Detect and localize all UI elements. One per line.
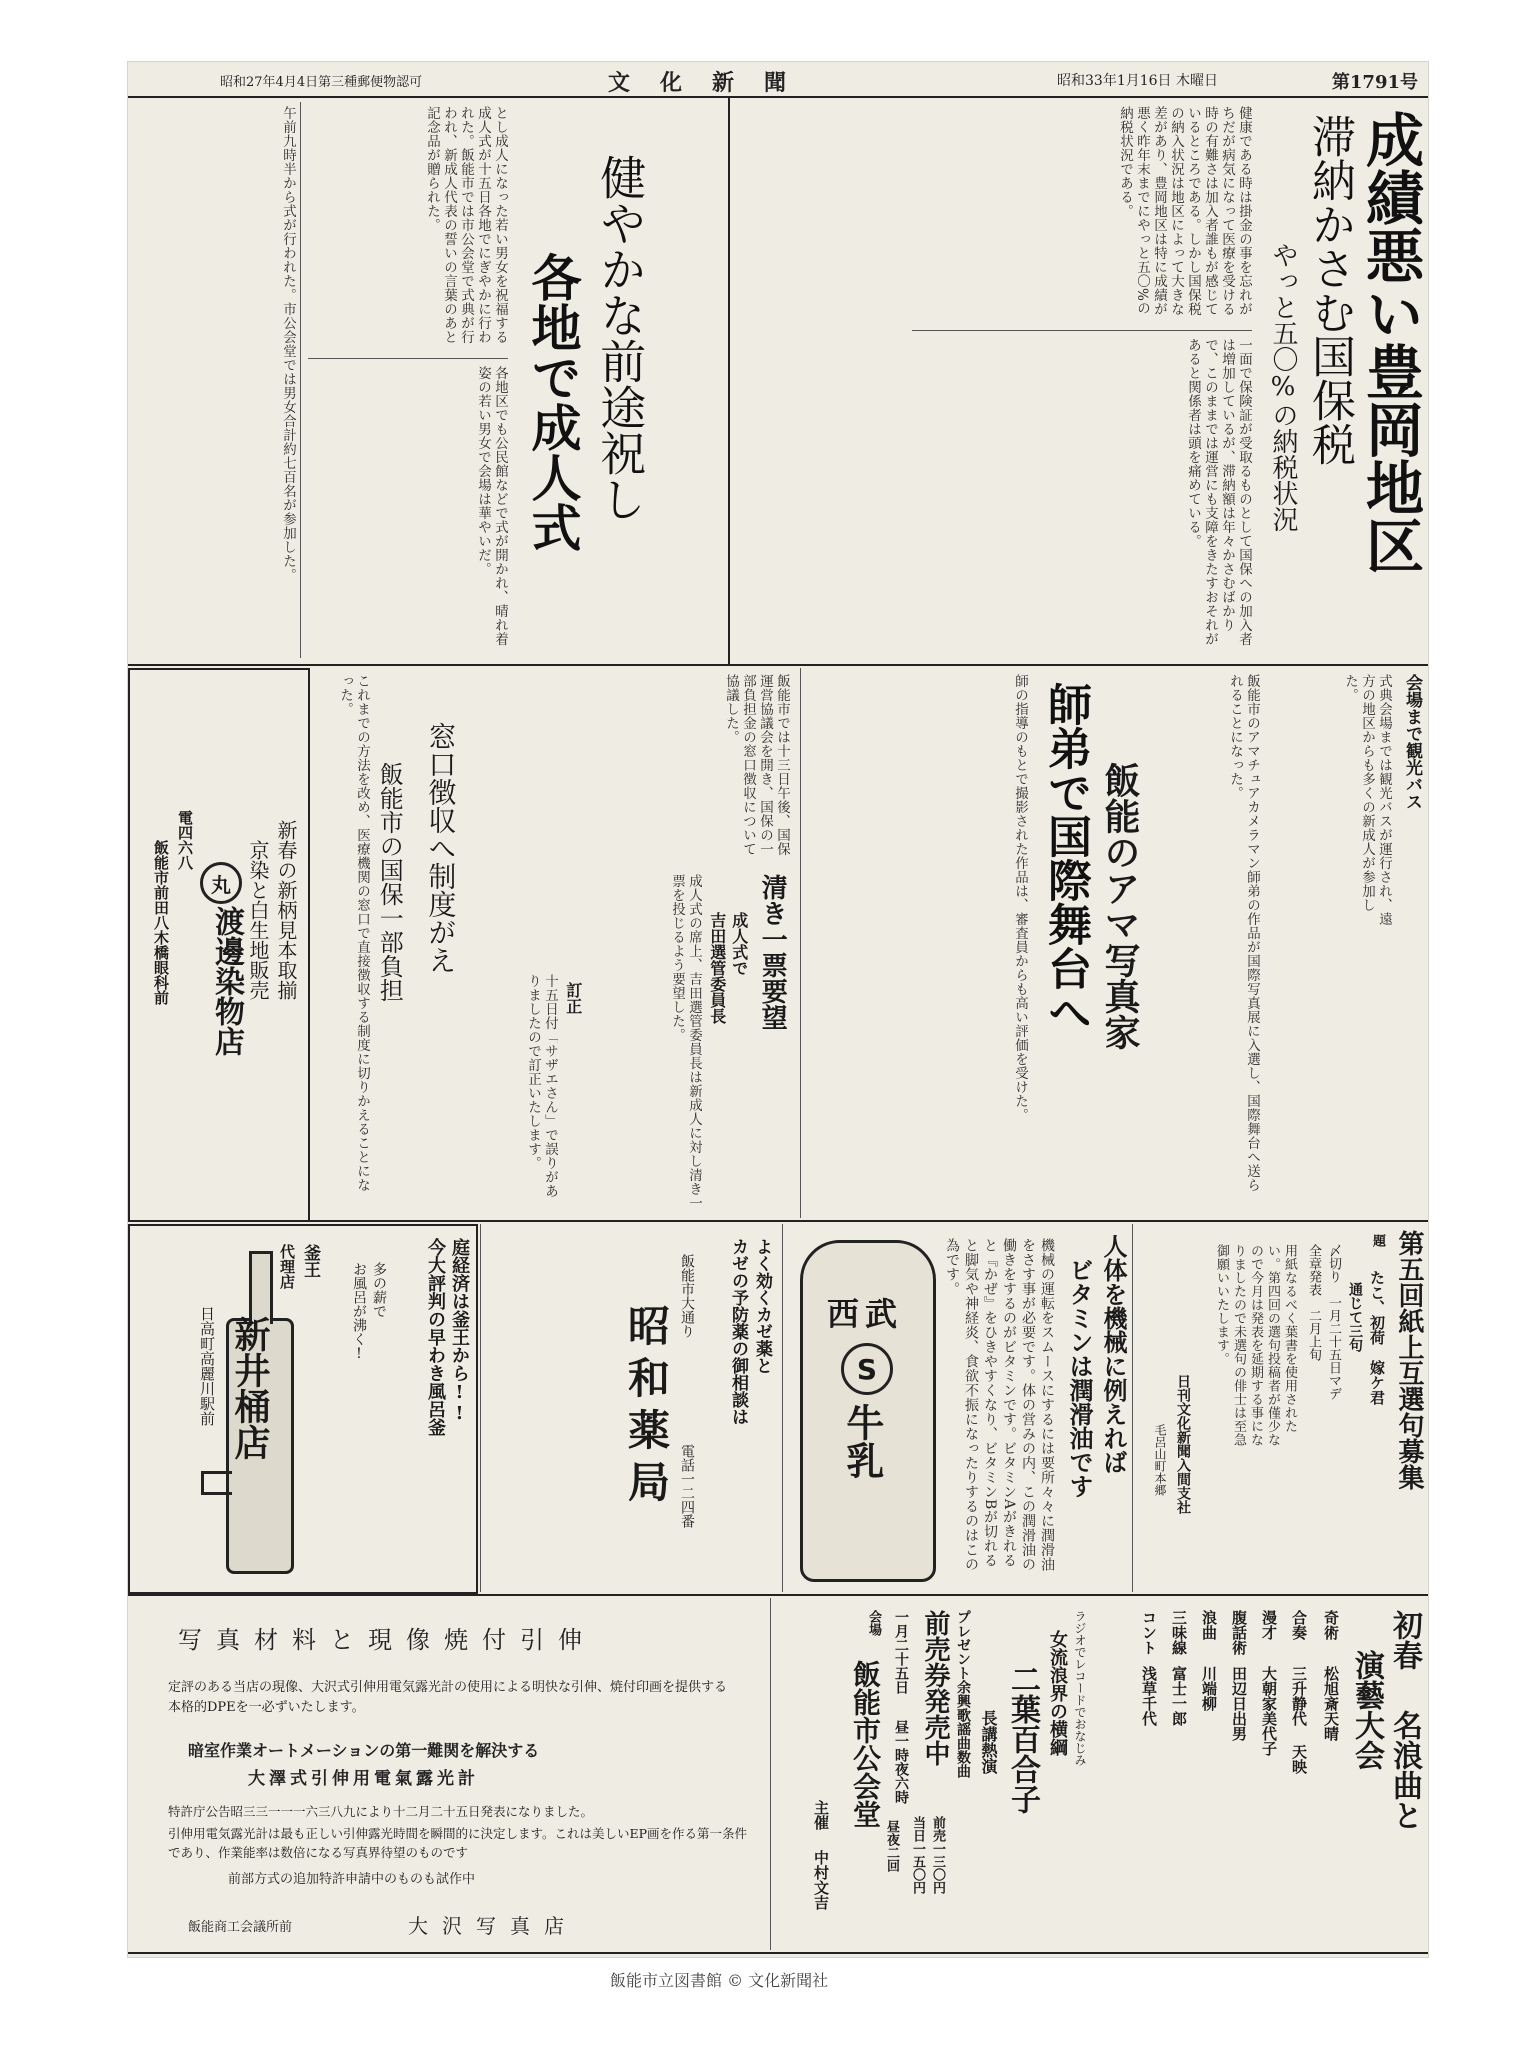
osawa-line-2: 暗室作業オートメーションの第一難関を解決する <box>188 1741 540 1760</box>
watanabe-phone: 電四六八 <box>176 810 194 870</box>
naniwa-price-day: 当日一五〇円 <box>910 1816 925 1894</box>
ad-milk <box>788 1224 1128 1592</box>
seijin-body-1: とし成人になった若い男女を祝福する成人式が十五日各地でにぎやかに行われた。飯能市では市公会堂で式典が行われ、新成人代表の誓いの言葉のあと記念品が贈られた。 <box>424 106 508 344</box>
section-rule-1 <box>128 664 1428 666</box>
milk-brand-top: 西武 <box>826 1295 903 1333</box>
naniwa-star-label: 女流浪界の横綱 <box>1047 1630 1068 1756</box>
ad-arai <box>128 1224 478 1594</box>
naniwa-title-1: 初春 <box>1387 1610 1422 1670</box>
naniwa-acts: 奇術 松旭斎天晴 合奏 三升静代 天映 漫才 大朝家美代子 腹話術 田辺日出男 浪曲 川端柳 三味線 富士一郎 コント 浅草千代 <box>1140 1610 1340 1774</box>
kokuho-subhead: やっと五〇%の納税状況 <box>1268 242 1298 532</box>
teisei-body: 十五日付「サザエさん」で誤りがありましたので訂正いたします。 <box>525 974 558 1198</box>
naniwa-sponsor-label: 主催 <box>812 1800 830 1830</box>
date-line: 昭和33年1月16日 木曜日 <box>1057 73 1218 89</box>
dance-body-2: 師の指導のもとで撮影された作品は、審査員からも高い評価を受けた。 <box>1012 674 1028 1122</box>
bus-body: 式典会場までは観光バスが運行され、遠方の地区からも多くの新成人が参加した。 <box>1342 674 1392 926</box>
haiku-rule: 通じて三句 <box>1347 1282 1363 1352</box>
masthead-rule <box>128 96 1428 98</box>
madoguchi-body-1: 飯能市では十三日午後、国保運営協議会を開き、国保の一部負担金の窓口徴収について協議した。 <box>723 674 790 856</box>
kiyoki-body: 成人式の席上、吉田選管委員長は新成人に対し清き一票を投じるよう要望した。 <box>669 874 702 1210</box>
milk-bottle-icon <box>800 1240 936 1582</box>
milk-body: 機械の運転をスムースにするには要所々々に潤滑油をさす事が必要です。体の営みの内、この潤滑油の働きをするのがビタミンです。ビタミンAがきれると『かぜ』をひきやすくなり、ビタミンBが切れると脚気や神経炎、食欲不振になったりするのはこの為です。 <box>944 1238 1055 1572</box>
kokuho-headline-1: 成績悪い豊岡地区 <box>1356 110 1424 574</box>
naniwa-time: 昼一時夜六時 <box>893 1720 909 1804</box>
bottom-rule <box>128 1952 1428 1954</box>
issue-number: 第1791号 <box>1331 72 1418 93</box>
haiku-theme: たこ、初荷 嫁ケ君 <box>1368 1270 1386 1405</box>
haiku-announce: 全章発表 二月上旬 <box>1306 1244 1321 1361</box>
naniwa-date: 一月二十五日 <box>893 1610 909 1694</box>
dance-headline-1: 師弟で国際舞台へ <box>1040 682 1091 1034</box>
arai-line-4: お風呂が沸く! <box>351 1262 367 1362</box>
arai-name: 新井桶店 <box>229 1316 271 1460</box>
madoguchi-headline-2: 飯能市の国保一部負担 <box>375 762 404 1002</box>
kokuho-headline-2: 滞納かさむ国保税 <box>1304 114 1355 466</box>
dance-body-1: 飯能市のアマチュアカメラマン師弟の作品が国際写真展に入選し、国際舞台へ送られることになった。 <box>1227 674 1260 1192</box>
naniwa-venue: 飯能市公会堂 <box>849 1660 882 1828</box>
ad-showa <box>488 1224 778 1592</box>
seijin-headline-2: 各地で成人式 <box>523 252 582 552</box>
showa-address: 飯能市大通り <box>679 1254 695 1338</box>
kokuho-body-1: 健康である時は掛金の事を忘れがちだが病気になって医療を受ける時の有難さは加入者誰もが感じているところである。しかし国保税の納入状況は地区によって大きな差があり、豊岡地区は特に成績が悪く昨年末までにやっと五〇%の納税状況である。 <box>1117 106 1252 316</box>
haiku-org: 日刊文化新聞入間支社 <box>1175 1374 1191 1514</box>
madoguchi-headline-1: 窓口徴収へ制度がえ <box>424 722 458 974</box>
bus-headline: 会場まで観光バス <box>1402 674 1422 810</box>
paper-name: 文 化 新 聞 <box>608 70 791 96</box>
watanabe-mark-icon: 丸 <box>200 862 242 904</box>
section-rule-3 <box>128 1594 1428 1596</box>
teisei-headline: 訂正 <box>563 982 583 1014</box>
haiku-title: 第五回紙上互選句募集 <box>1394 1230 1424 1490</box>
haiku-body: 用紙なるべく葉書を使用されたい。第四回の選句投稿者が僅少なので今月は発表を延期する事になりましたので未選句の俳士は至急御願いいたします。 <box>1214 1244 1297 1447</box>
osawa-headline: 写真材料と現像焼付引伸 <box>178 1626 596 1654</box>
arai-brand: 釜王 <box>300 1244 320 1278</box>
kiyoki-sub-2: 吉田選管委員長 <box>707 912 727 1024</box>
madoguchi-body-2: これまでの方法を改め、医療機関の窓口で直接徴収する制度に切りかえることになった。 <box>337 674 370 1192</box>
masthead <box>128 68 1428 98</box>
naniwa-shows: 昼夜二回 <box>884 1820 899 1872</box>
haiku-address: 毛呂山町本郷 <box>1153 1424 1167 1496</box>
milk-brand-mark: S <box>841 1343 893 1395</box>
milk-brand-bottom: 牛乳 <box>839 1403 884 1479</box>
arai-line-3: 多の薪で <box>371 1262 387 1318</box>
haiku-theme-label: 題 <box>1370 1234 1385 1247</box>
naniwa-venue-label: 会場 <box>866 1610 881 1636</box>
osawa-line-4: 特許庁公告昭三三一一一六三八九により十二月二十五日発表になりました。 <box>168 1804 594 1819</box>
permit-line: 昭和27年4月4日第三種郵便物認可 <box>220 75 423 90</box>
ad-haiku <box>1138 1224 1428 1592</box>
osawa-line-3: 大澤式引伸用電氣露光計 <box>248 1769 479 1789</box>
newspaper-page <box>128 62 1428 1957</box>
showa-phone: 電話一二四番 <box>679 1444 695 1528</box>
arai-line-2: 今大評判の早わき風呂釜 <box>425 1238 446 1436</box>
haiku-deadline: 〆切り 一月二十五日マデ <box>1326 1244 1341 1400</box>
ad-osawa <box>128 1598 766 1950</box>
watanabe-address: 飯能市前田八木橋眼科前 <box>152 840 170 1005</box>
seijin-body-3: 午前九時半から式が行われた。市公会堂では男女合計約七百名が参加した。 <box>280 106 296 582</box>
naniwa-present: プレゼント余興歌謡曲数曲 <box>955 1610 971 1778</box>
ad-watanabe <box>128 668 310 1222</box>
dance-headline-2: 飯能のアマ写真家 <box>1099 762 1141 1050</box>
arai-address: 日高町高麗川駅前 <box>198 1306 216 1426</box>
naniwa-title-3: 演藝大会 <box>1349 1650 1384 1770</box>
arai-agent: 代理店 <box>278 1244 296 1289</box>
showa-line-1: よく効くカゼ薬と <box>752 1238 772 1374</box>
naniwa-sponsor: 中村文吉 <box>812 1850 830 1910</box>
kokuho-body-2: 一面で保険証が受取るものとして国保への加入者は増加しているが、滞納額は年々かさむばかりで、このままでは運営にも支障をきたすおそれがあると関係者は頭を痛めている。 <box>1185 338 1252 646</box>
naniwa-radio: ラジオでレコードでおなじみ <box>1073 1610 1087 1766</box>
section-rule-2 <box>128 1220 1428 1222</box>
kiyoki-headline: 清き一票要望 <box>757 874 788 1030</box>
watanabe-line-1: 新春の新柄見本取揃 <box>274 820 298 1000</box>
footer-credit: 飯能市立図書館 © 文化新聞社 <box>610 1971 829 1990</box>
arai-line-1: 庭経済は釜王から!! <box>449 1238 470 1424</box>
kiyoki-sub-1: 成人式で <box>729 912 749 976</box>
naniwa-presale: 前売券発売中 <box>920 1610 950 1766</box>
naniwa-title-2: 名浪曲と <box>1387 1710 1422 1830</box>
seijin-headline-1: 健やかな前途祝し <box>593 154 648 522</box>
osawa-line-1: 定評のある当店の現像、大沢式引伸用電気露光計の使用による明快な引伸、焼付印画を提供する本格的DPEを一必ずいたします。 <box>168 1680 728 1715</box>
ad-naniwa <box>776 1600 1428 1950</box>
milk-line-2: ビタミンは潤滑油です <box>1065 1258 1094 1498</box>
osawa-address: 飯能商工会議所前 <box>188 1920 293 1935</box>
naniwa-star-name: 二葉百合子 <box>1005 1664 1040 1814</box>
osawa-line-5: 引伸用電気露光計は最も正しい引伸露光時間を瞬間的に決定します。これは美しいEP画を作る第一条件であり、作業能率は数倍になる写真界待望のものです <box>168 1826 748 1860</box>
watanabe-line-2: 京染と白生地販売 <box>246 840 270 1000</box>
naniwa-price-pre: 前売一三〇円 <box>930 1816 945 1894</box>
osawa-name: 大沢写真店 <box>408 1914 578 1938</box>
milk-line-1: 人体を機械に例えれば <box>1099 1234 1128 1474</box>
seijin-body-2: 各地区でも公民館などで式が開かれ、晴れ着姿の若い男女で会場は華やいだ。 <box>475 366 508 646</box>
showa-line-2: カゼの予防薬の御相談は <box>728 1238 748 1425</box>
naniwa-star-note: 長講熱演 <box>979 1710 998 1774</box>
showa-name: 昭和薬局 <box>622 1304 671 1512</box>
watanabe-name: 渡邊染物店 <box>209 906 244 1056</box>
osawa-line-6: 前部方式の追加特許申請中のものも試作中 <box>228 1872 476 1887</box>
top-column-rule <box>728 98 730 664</box>
